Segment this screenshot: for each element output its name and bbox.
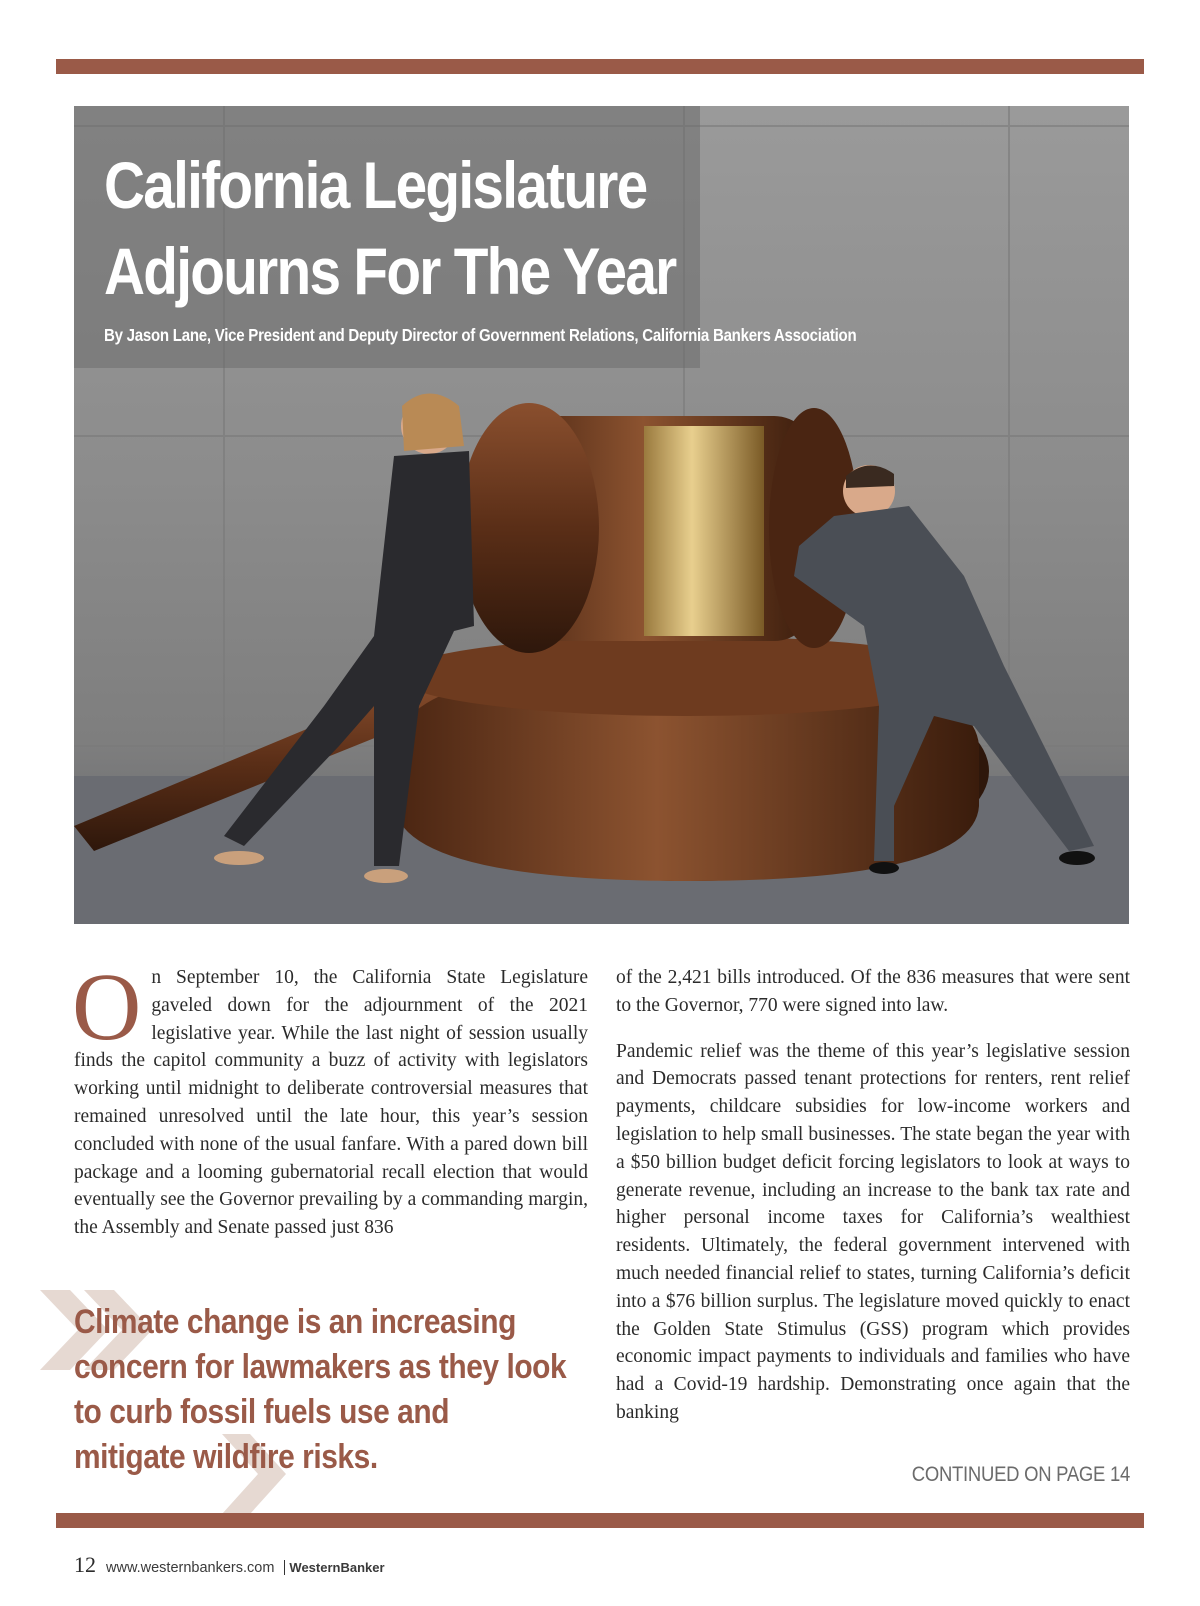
continued-note: CONTINUED ON PAGE 14 bbox=[911, 1463, 1130, 1486]
top-rule bbox=[56, 59, 1144, 74]
publication-name: WesternBanker bbox=[284, 1560, 384, 1575]
page-number: 12 bbox=[74, 1552, 96, 1577]
right-column bbox=[616, 964, 1130, 1427]
website-link[interactable]: www.westernbankers.com bbox=[106, 1560, 275, 1576]
left-paragraph: n September 10, the California State Legislature gaveled down for the adjournment of the 2021 legislative year. While the last night of session usually finds the capitol community a buzz of activity with legislators working until midnight to deliberate controversial measures that remained unresolved until the late hour, this year’s session concluded with none of the usual fanfare. With a pared down bill package and a looming gubernatorial recall election that would eventually see the Governor prevailing by a commanding margin, the Assembly and Senate passed just 836 bbox=[74, 967, 588, 1239]
article-title: California Legislature Adjourns For The Year bbox=[104, 148, 676, 308]
pull-quote: Climate change is an increasing concern for lawmakers as they look to curb fossil fuels use and mitigate wildfire risks. bbox=[74, 1303, 567, 1476]
right-paragraph-2: Pandemic relief was the theme of this year’s legislative session and Democrats passed tenant protections for renters, rent relief payments, childcare subsidies for low-income workers and legislation to help small businesses. The state began the year with a $50 billion budget deficit forcing legislators to look at ways to generate revenue, including an increase to the bank tax rate and higher personal income taxes for California’s wealthiest residents. Ultimately, the federal government intervened with much needed financial relief to states, turning California’s deficit into a $76 billion surplus. The legislature moved quickly to enact the Golden State Stimulus (GSS) program which provides economic impact payments to individuals and families who have had a Covid-19 hardship. Demonstrating once again that the banking bbox=[616, 1040, 1130, 1423]
dropcap: O bbox=[72, 953, 142, 1060]
bottom-rule bbox=[56, 1513, 1144, 1528]
byline: By Jason Lane, Vice President and Deputy Director of Government Relations, California Bankers Association bbox=[104, 325, 857, 345]
page-footer bbox=[74, 1552, 385, 1578]
hero-photo bbox=[74, 106, 1129, 924]
right-paragraph-1: of the 2,421 bills introduced. Of the 836 measures that were sent to the Governor, 770 were signed into law. bbox=[616, 967, 1130, 1016]
left-column bbox=[72, 953, 588, 1242]
